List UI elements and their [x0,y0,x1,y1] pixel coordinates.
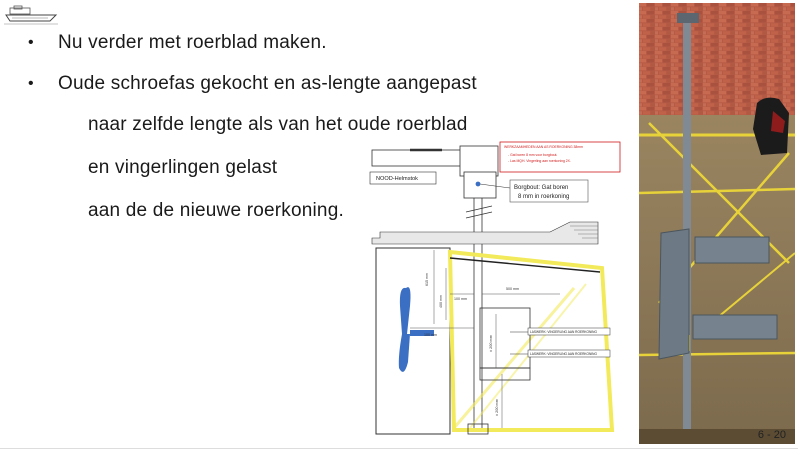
dim-500: 500 mm [506,287,519,291]
borgbout-label-2: 8 mm in roerkoning [518,194,570,200]
las-label-2: LASWERK: VINGERLING AAN ROERKONING [530,352,597,356]
bullet-2: Oude schroefas gekocht en as-lengte aangepast [58,73,477,94]
rudder-diagram [350,138,632,438]
dim-100-b: 100 mm [454,297,467,301]
dim-200-a: ± 200 mm [489,335,493,352]
bullet-dot: • [28,34,34,51]
rudder-shaft [683,17,691,437]
borgbout-label-1: Borgbout: Gat boren [514,185,569,191]
rudder-head-box [460,146,498,176]
bullet-1: Nu verder met roerblad maken. [58,32,327,53]
dim-400: 400 mm [439,295,443,308]
helmstok-label: NOOD-Helmstok [376,176,418,182]
red-note-1: - Gat boren 8 mm voor borgbout. [508,153,558,157]
boat-logo [4,4,58,26]
helmstok-bar [372,150,462,166]
bullet-dot: • [28,75,34,92]
footer-divider [0,448,798,449]
sub-line-2: en vingerlingen gelast [88,157,278,178]
dim-200-b: ± 200 mm [495,399,499,416]
las-label-1: LASWERK: VINGERLING AAN ROERKONING [530,330,597,334]
hull-section [376,248,450,434]
rudder-finger-bottom [693,315,777,339]
red-note-title: WERKZAAMHEDEN AAN AS ROERKONING 38mm [504,145,583,149]
rudder-photo [639,3,795,444]
rudder-finger-top [695,237,769,263]
sub-line-3: aan de de nieuwe roerkoning. [88,200,344,221]
dim-100-a: 100 mm [424,333,437,337]
rudder-plate-left [659,229,689,359]
borgbout-marker [476,182,481,187]
red-note-2: - Las MQH. Vingerling aan roerkoning 2X. [508,159,571,163]
sub-line-1: naar zelfde lengte als van het oude roerblad [88,114,468,135]
page-number: 6 - 20 [757,429,786,441]
dim-615: 615 mm [425,273,429,286]
